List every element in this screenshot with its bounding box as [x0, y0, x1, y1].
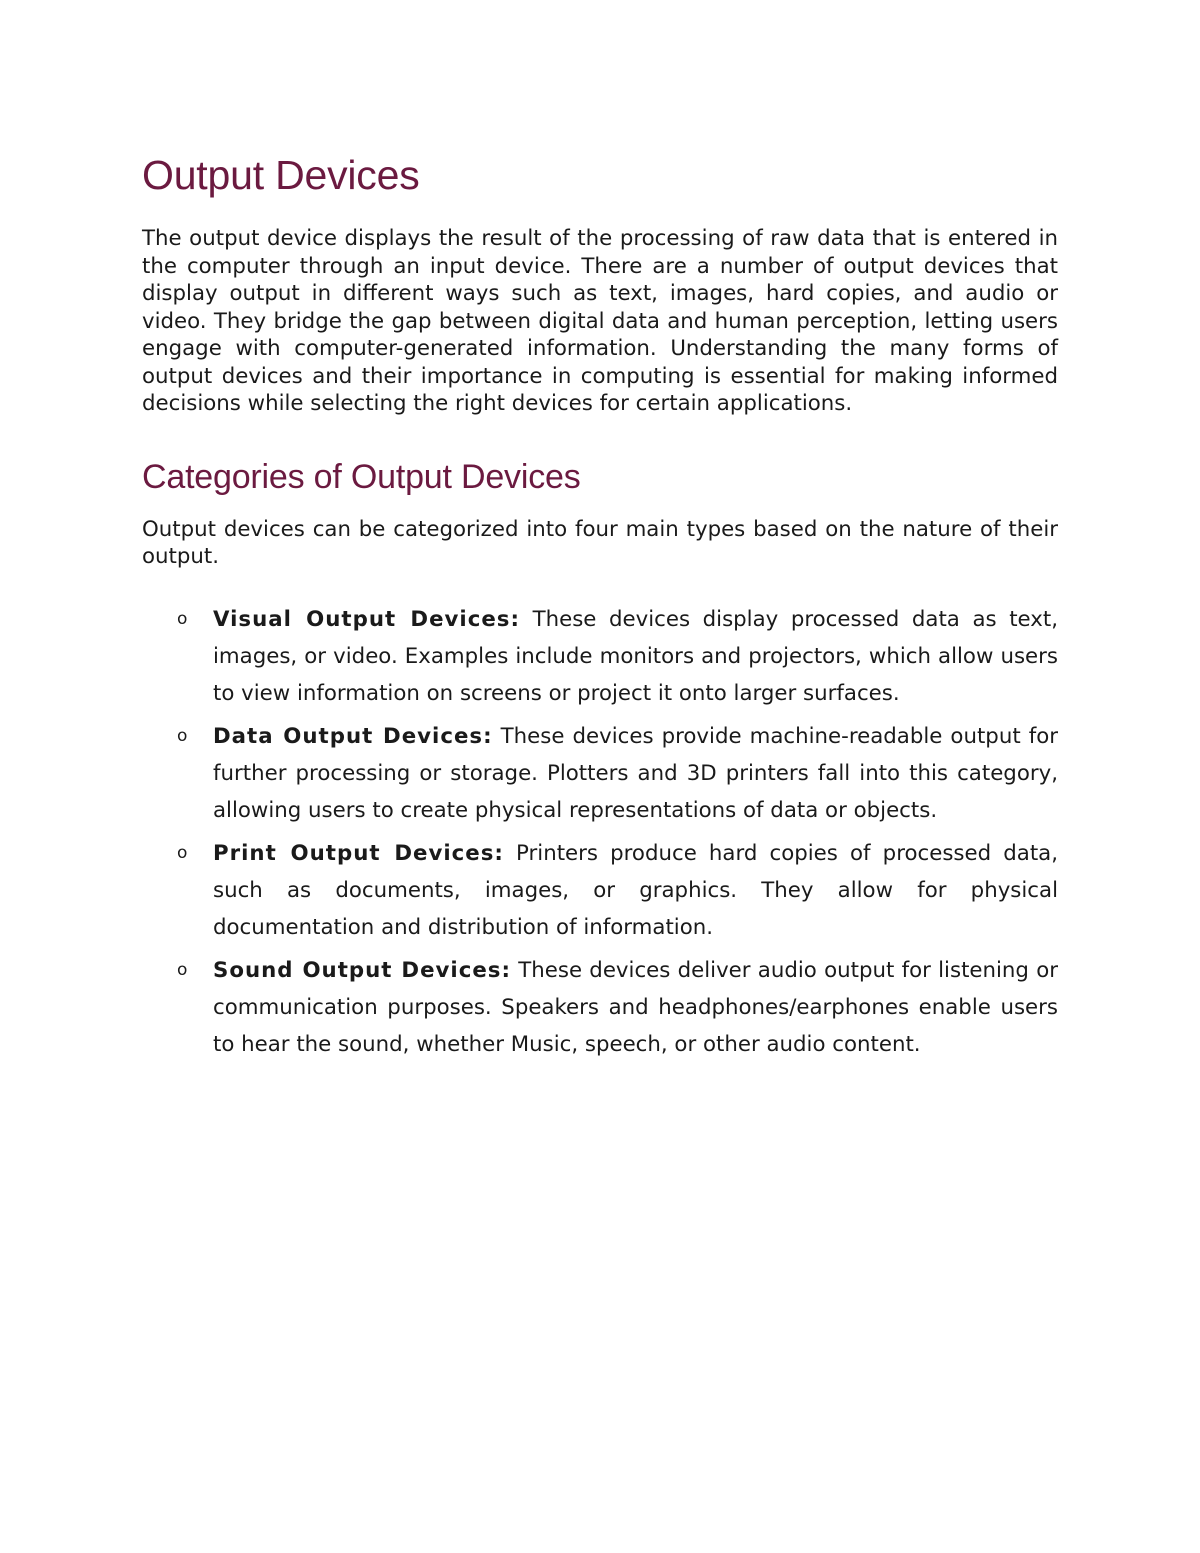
list-item-print [142, 835, 1058, 946]
list-item-description: Printers produce hard copies of processed data, such as documents, images, or graphics. They allow for physical documentation and distribution of information. [213, 840, 1059, 940]
bullet-icon: o [177, 959, 188, 980]
list-item-text [213, 718, 1058, 829]
list-item-description: These devices deliver audio output for listening or communication purposes. Speakers and headphones/earphones enable users to hear the sound, whether Music, speech, or other audio content. [213, 957, 1059, 1057]
categories-intro-paragraph: Output devices can be categorized into four main types based on the nature of their output. [142, 516, 1058, 569]
list-item-sound [142, 952, 1058, 1063]
list-item-data [142, 718, 1058, 829]
list-item-term: Data Output Devices: [213, 723, 493, 749]
list-item-term: Sound Output Devices: [213, 957, 511, 983]
list-item-description: These devices provide machine-readable output for further processing or storage. Plotters and 3D printers fall into this category, allowing users to create physical representations of data or objects. [213, 723, 1059, 823]
bullet-icon: o [177, 608, 188, 629]
categories-list [142, 601, 1058, 1063]
list-item-description: These devices display processed data as text, images, or video. Examples include monitors and projectors, which allow users to view information on screens or project it onto larger surfaces. [213, 606, 1058, 706]
list-item-term: Print Output Devices: [213, 840, 504, 866]
list-item-text [213, 835, 1058, 946]
bullet-icon: o [177, 842, 188, 863]
page-title: Output Devices [142, 152, 420, 198]
list-item-term: Visual Output Devices: [213, 606, 520, 632]
list-item-text [213, 952, 1058, 1063]
list-item-text [213, 601, 1058, 712]
section-heading: Categories of Output Devices [142, 457, 581, 496]
bullet-icon: o [177, 725, 188, 746]
document-page [142, 150, 1058, 1069]
intro-paragraph: The output device displays the result of the processing of raw data that is entered in the computer through an input device. There are a number of output devices that display output in different ways such as text, images, hard copies, and audio or video. They bridge the gap between digital data and human perception, letting users engage with computer-generated information. Understanding the many forms of output devices and their importance in computing is essential for making informed decisions while selecting the right devices for certain applications. [142, 226, 1058, 416]
list-item-visual [142, 601, 1058, 712]
